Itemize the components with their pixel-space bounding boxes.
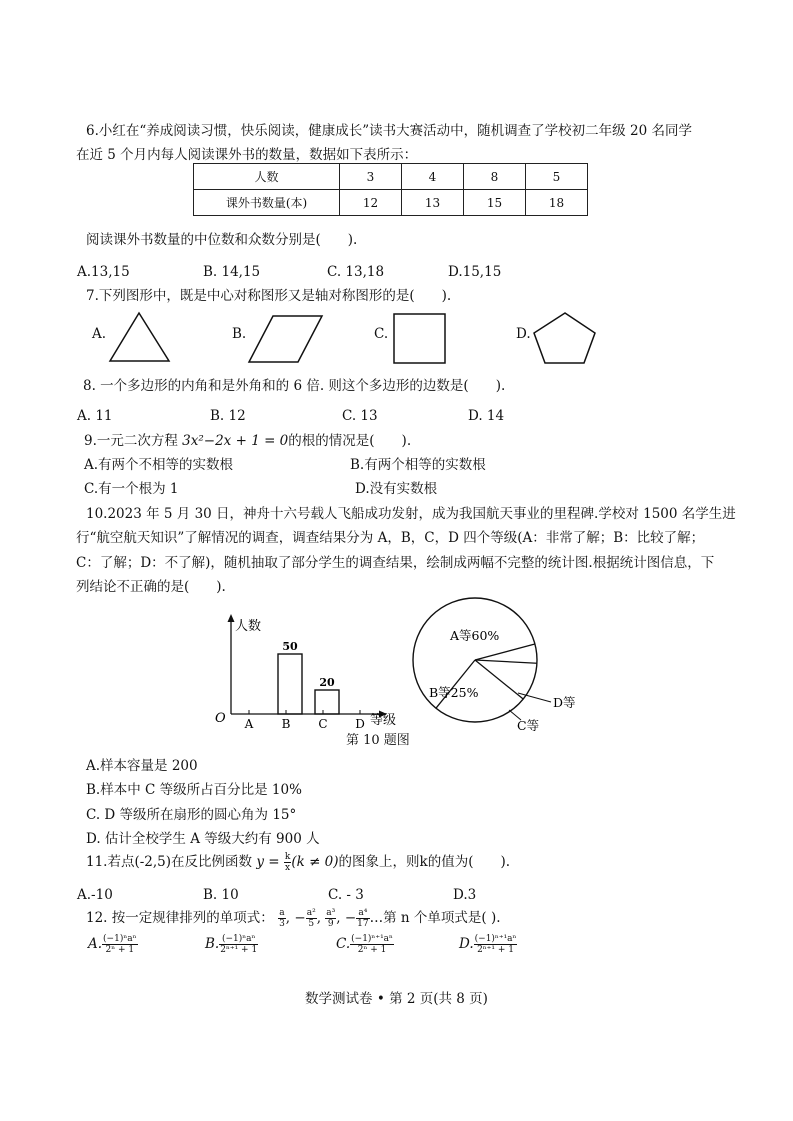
- q12-term-1: [278, 908, 286, 929]
- q10-line1: 10.2023 年 5 月 30 日，神舟十六号载人飞船成功发射，成为我国航天事业的里程碑.学校对 1500 名学生进: [86, 506, 736, 522]
- triangle-icon: [108, 311, 172, 363]
- q6-question: 阅读课外书数量的中位数和众数分别是( ).: [86, 232, 358, 248]
- pie-slice-boundary: [475, 660, 537, 663]
- q12-option-num: (−1)ⁿ⁺¹aⁿ: [351, 934, 393, 944]
- q6-option-a: A.13,15: [77, 264, 130, 280]
- x-tick-label: A: [244, 717, 254, 731]
- x-tick-label: D: [355, 717, 365, 731]
- q12-option-num: (−1)ⁿ⁺¹aⁿ: [474, 934, 517, 944]
- q7-label-c: C.: [374, 326, 389, 342]
- pentagon-icon: [532, 311, 598, 365]
- q12-term-num: a³: [326, 908, 336, 918]
- q12-term-sign: −: [294, 910, 306, 926]
- q7-label-d: D.: [516, 326, 531, 342]
- page-footer: 数学测试卷 • 第 2 页(共 8 页): [305, 991, 488, 1007]
- table-cell: 课外书数量(本): [194, 190, 340, 216]
- pie-slice-label: A等60%: [450, 628, 500, 643]
- table-cell: 18: [526, 190, 588, 216]
- q12-term-den: 5: [308, 919, 315, 929]
- q6-data-table: [193, 163, 588, 216]
- q12-option-den: 2ⁿ⁺¹ + 1: [220, 945, 258, 955]
- q11-option-b: B. 10: [203, 887, 239, 903]
- bar-C: [315, 690, 339, 714]
- q6-line2: 在近 5 个月内每人阅读课外书的数量，数据如下表所示：: [76, 147, 418, 163]
- q12-option-den: 2ⁿ + 1: [357, 945, 387, 955]
- q12-option-num: (−1)ⁿaⁿ: [219, 934, 258, 945]
- pie-chart: [405, 598, 595, 748]
- q11-frac-num: k: [284, 852, 291, 862]
- q9-equation: 3x²−2x + 1 = 0: [182, 433, 289, 449]
- q12-term-den: 17: [357, 919, 369, 929]
- bar-value-label: 50: [282, 640, 298, 653]
- q12-option-letter: C.: [336, 936, 351, 952]
- q12-option-letter: B.: [205, 936, 220, 952]
- q12-term-num: a²: [306, 908, 316, 918]
- q12-stem-prefix: 12. 按一定规律排列的单项式：: [86, 910, 274, 926]
- q11-option-a: A.-10: [77, 887, 113, 903]
- q11-func-y: y =: [256, 854, 280, 870]
- q9-stem: [84, 431, 411, 451]
- pie-slice-label: C等: [517, 718, 540, 733]
- q12-option-c: [336, 930, 394, 958]
- bar-B: [278, 654, 302, 714]
- q12-option-den: 2ⁿ + 1: [105, 945, 135, 955]
- q12-term-sign: −: [344, 910, 357, 926]
- q12-term-num: a: [279, 908, 285, 918]
- y-axis-arrow-icon: [228, 614, 235, 622]
- q7-label-a: A.: [92, 326, 107, 342]
- q6-option-c: C. 13,18: [327, 264, 385, 280]
- q11-stem-prefix: 11.若点(-2,5)在反比例函数: [86, 854, 257, 870]
- q12-term-3: [325, 908, 336, 929]
- table-cell: 人数: [194, 164, 340, 190]
- y-axis-label: 人数: [235, 619, 262, 634]
- table-cell: 12: [340, 190, 402, 216]
- q11-stem: [86, 850, 510, 874]
- q7-stem: 7.下列图形中，既是中心对称图形又是轴对称图形的是( ).: [86, 288, 452, 304]
- q10-option-c: C. D 等级所在扇形的圆心角为 15°: [86, 807, 297, 823]
- q10-line3: C：了解；D：不了解)，随机抽取了部分学生的调查结果，绘制成两幅不完整的统计图.根据统计图信息，下: [76, 555, 715, 571]
- q10-figure-caption: 第 10 题图: [346, 733, 410, 748]
- q12-option-a: [88, 930, 138, 958]
- table-row: [194, 164, 588, 190]
- bar-chart: [205, 612, 420, 730]
- q10-option-d: D. 估计全校学生 A 等级大约有 900 人: [86, 831, 320, 847]
- table-cell: 13: [402, 190, 464, 216]
- q8-option-a: A. 11: [77, 408, 113, 424]
- q12-option-den: 2ⁿ⁺¹ + 1: [477, 945, 515, 955]
- x-axis-label: 等级: [370, 713, 397, 728]
- pie-slice-boundary: [475, 644, 535, 660]
- table-cell: 15: [464, 190, 526, 216]
- q10-option-a: A.样本容量是 200: [86, 758, 198, 774]
- pie-leader-line: [518, 693, 551, 702]
- q10-option-b: B.样本中 C 等级所占百分比是 10%: [86, 782, 302, 798]
- table-cell: 5: [526, 164, 588, 190]
- table-cell: 8: [464, 164, 526, 190]
- q9-option-a: A.有两个不相等的实数根: [84, 457, 234, 473]
- q12-option-letter: D.: [459, 936, 474, 952]
- pie-slice-boundary: [475, 660, 523, 699]
- q6-line1: 6.小红在“养成阅读习惯，快乐阅读，健康成长”读书大赛活动中，随机调查了学校初二年级 20 名同学: [86, 123, 692, 139]
- q12-option-num: (−1)ⁿaⁿ: [103, 934, 137, 944]
- origin-label: O: [215, 711, 226, 726]
- q6-option-d: D.15,15: [448, 264, 502, 280]
- q12-stem: 12. 按一定规律排列的单项式： $\frac{a}{3}$ , − $\frac{\text{a²}}{5}$ , $\frac{\text{a³}}{9}$ , − $\frac{\text{a⁴}}{17}$ …第 n 个单项式是( ).: [86, 908, 501, 929]
- x-tick-label: B: [281, 717, 291, 731]
- square-icon: [393, 313, 447, 365]
- x-tick-label: C: [318, 717, 328, 731]
- q9-stem-prefix: 9.一元二次方程: [84, 433, 183, 449]
- q11-condition: (k ≠ 0): [291, 854, 339, 870]
- pie-slice-label: D等: [553, 695, 576, 710]
- q8-stem: 8. 一个多边形的内角和是外角和的 6 倍. 则这个多边形的边数是( ).: [83, 378, 506, 394]
- q12-term-2: [294, 908, 316, 929]
- q12-stem-suffix: …第 n 个单项式是( ).: [369, 910, 501, 926]
- q12-term-den: 9: [327, 919, 334, 929]
- q10-line2: 行“航空航天知识”了解情况的调查，调查结果分为 A，B，C，D 四个等级(A：非常了解；B：比较了解；: [76, 530, 705, 546]
- q11-option-d: D.3: [453, 887, 477, 903]
- q12-term-4: [344, 908, 370, 929]
- q12-option-d: [459, 930, 517, 958]
- q10-line4: 列结论不正确的是( ).: [76, 579, 226, 595]
- q6-option-b: B. 14,15: [203, 264, 261, 280]
- q12-term-num: a⁴: [356, 908, 369, 919]
- q12-option-b: [205, 930, 258, 958]
- q9-option-d: D.没有实数根: [355, 481, 438, 497]
- table-cell: 3: [340, 164, 402, 190]
- q11-stem-suffix: 的图象上，则k的值为( ).: [338, 854, 511, 870]
- q8-option-d: D. 14: [468, 408, 505, 424]
- q9-option-b: B.有两个相等的实数根: [350, 457, 486, 473]
- q7-label-b: B.: [232, 326, 247, 342]
- bar-value-label: 20: [319, 676, 335, 689]
- q11-frac-den: x: [285, 863, 291, 873]
- q12-option-letter: A.: [88, 936, 103, 952]
- q9-stem-suffix: 的根的情况是( ).: [288, 433, 412, 449]
- q9-option-c: C.有一个根为 1: [84, 481, 179, 497]
- parallelogram-icon: [248, 314, 324, 364]
- table-cell: 4: [402, 164, 464, 190]
- q12-term-den: 3: [279, 919, 285, 929]
- q8-option-b: B. 12: [210, 408, 246, 424]
- q8-option-c: C. 13: [342, 408, 378, 424]
- table-row: [194, 190, 588, 216]
- q11-option-c: C. - 3: [328, 887, 364, 903]
- pie-slice-label: B等25%: [429, 685, 479, 700]
